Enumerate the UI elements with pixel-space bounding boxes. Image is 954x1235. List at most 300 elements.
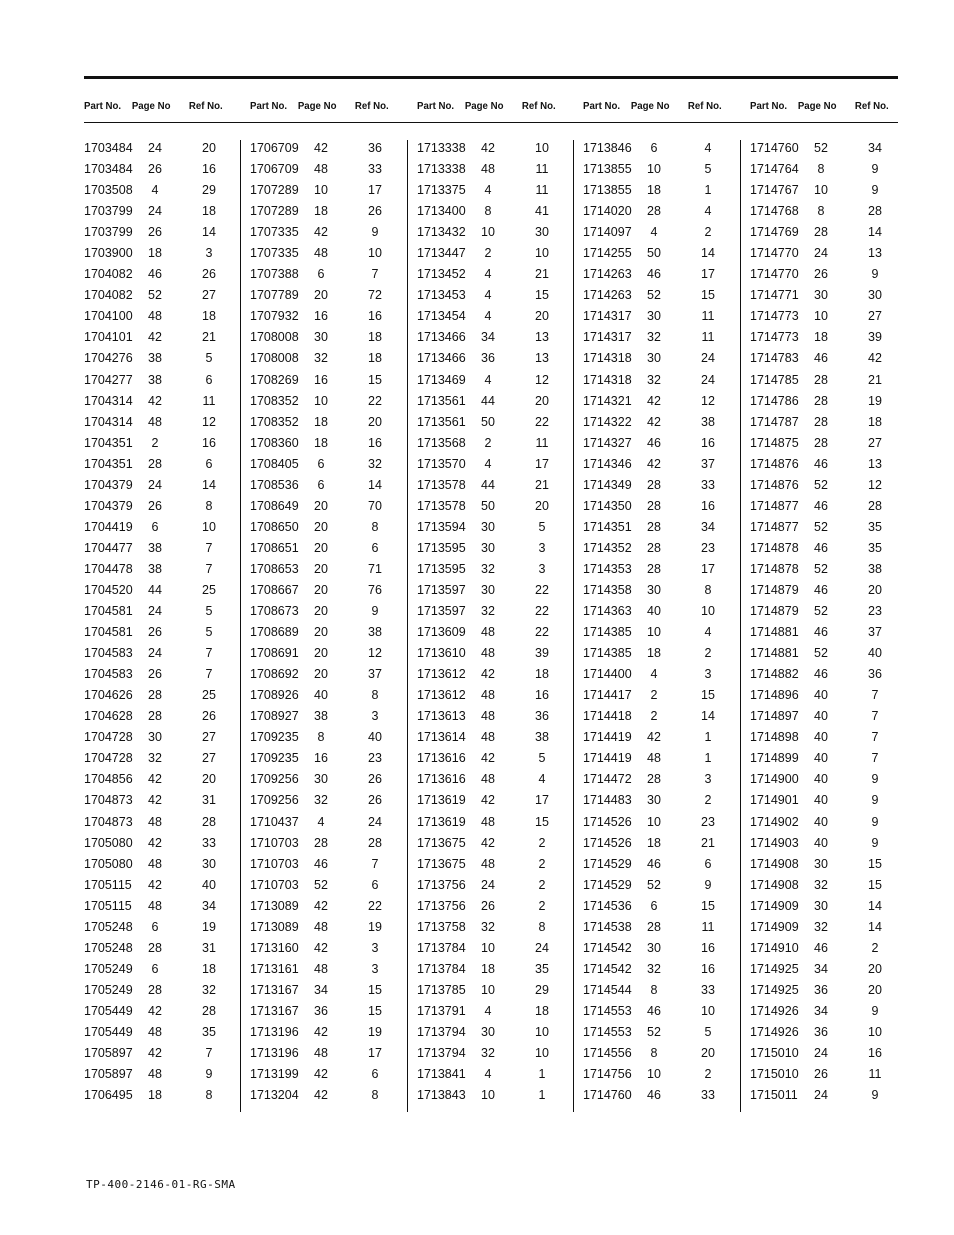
ref-number-cell: 1 bbox=[538, 1088, 546, 1103]
ref-number-cell: 6 bbox=[371, 540, 379, 555]
table-row bbox=[750, 159, 910, 180]
ref-number-cell: 39 bbox=[868, 330, 882, 345]
header-group-5 bbox=[750, 100, 899, 116]
ref-number-cell: 11 bbox=[535, 162, 549, 177]
ref-number-cell: 18 bbox=[368, 351, 382, 366]
table-row bbox=[583, 790, 743, 811]
page-number-cell: 24 bbox=[814, 1088, 828, 1103]
table-row bbox=[84, 790, 244, 811]
page-number-cell: 8 bbox=[484, 204, 492, 219]
part-number-cell: 1705115 bbox=[84, 877, 132, 892]
table-row bbox=[583, 370, 743, 391]
table-row bbox=[250, 285, 410, 306]
table-row bbox=[583, 748, 743, 769]
page-number-cell: 30 bbox=[647, 940, 661, 955]
ref-number-cell: 34 bbox=[701, 519, 715, 534]
page-number-cell: 42 bbox=[314, 141, 328, 155]
table-row bbox=[417, 917, 577, 938]
part-number-cell: 1714878 bbox=[750, 561, 799, 576]
page-number-cell: 26 bbox=[481, 898, 495, 913]
ref-number-cell: 31 bbox=[202, 793, 216, 808]
part-number-cell: 1714317 bbox=[583, 309, 632, 324]
ref-number-cell: 8 bbox=[205, 498, 213, 513]
page-number-cell: 42 bbox=[314, 1067, 328, 1082]
ref-number-cell: 76 bbox=[368, 582, 382, 597]
part-number-cell: 1714881 bbox=[750, 625, 799, 640]
part-number-cell: 1714553 bbox=[583, 1003, 632, 1018]
part-number-cell: 1705897 bbox=[84, 1046, 133, 1061]
part-number-cell: 1713756 bbox=[417, 898, 466, 913]
ref-number-cell: 22 bbox=[535, 414, 549, 429]
ref-number-cell: 39 bbox=[535, 646, 549, 661]
ref-number-cell: 3 bbox=[205, 246, 213, 261]
ref-number-cell: 14 bbox=[701, 709, 715, 724]
table-row bbox=[750, 580, 910, 601]
page-number-cell: 34 bbox=[481, 330, 495, 345]
page-number-cell: 24 bbox=[148, 204, 162, 219]
table-row bbox=[84, 769, 244, 790]
page-number-cell: 20 bbox=[314, 582, 328, 597]
page-number-cell: 28 bbox=[314, 835, 328, 850]
table-row bbox=[583, 769, 743, 790]
page-number-cell: 18 bbox=[148, 246, 162, 261]
part-number-cell: 1714771 bbox=[750, 288, 799, 303]
ref-number-cell: 29 bbox=[535, 982, 549, 997]
table-row bbox=[250, 222, 410, 243]
page-number-cell: 20 bbox=[314, 498, 328, 513]
page-number-cell: 32 bbox=[647, 330, 661, 345]
part-number-cell: 1704873 bbox=[84, 814, 133, 829]
part-number-cell: 1704082 bbox=[84, 288, 133, 303]
part-number-cell: 1713784 bbox=[417, 940, 466, 955]
ref-number-cell: 36 bbox=[535, 709, 549, 724]
page-number-cell: 6 bbox=[650, 898, 658, 913]
part-number-cell: 1713447 bbox=[417, 246, 466, 261]
part-number-cell: 1704728 bbox=[84, 730, 133, 745]
table-row bbox=[750, 706, 910, 727]
table-row bbox=[417, 285, 577, 306]
page-number-cell: 42 bbox=[647, 456, 661, 471]
ref-number-cell: 18 bbox=[202, 204, 216, 219]
ref-number-cell: 16 bbox=[701, 498, 715, 513]
table-row bbox=[84, 917, 244, 938]
page-number-cell: 30 bbox=[647, 582, 661, 597]
ref-number-cell: 7 bbox=[205, 646, 213, 661]
part-number-cell: 1714909 bbox=[750, 919, 799, 934]
part-number-cell: 1714538 bbox=[583, 919, 632, 934]
ref-number-cell: 1 bbox=[704, 751, 712, 766]
table-row bbox=[750, 517, 910, 538]
page-number-cell: 50 bbox=[481, 414, 495, 429]
page-number-cell: 26 bbox=[148, 667, 162, 682]
ref-number-cell: 23 bbox=[868, 604, 882, 619]
page-number-cell: 48 bbox=[481, 772, 495, 787]
part-number-cell: 1705248 bbox=[84, 919, 133, 934]
part-number-cell: 1708653 bbox=[250, 561, 299, 576]
ref-number-cell: 26 bbox=[368, 772, 382, 787]
ref-number-cell: 23 bbox=[368, 751, 382, 766]
ref-number-cell: 7 bbox=[205, 561, 213, 576]
part-number-cell: 1714910 bbox=[750, 940, 799, 955]
table-row bbox=[417, 833, 577, 854]
table-row bbox=[417, 159, 577, 180]
part-number-cell: 1704583 bbox=[84, 646, 133, 661]
page-number-cell: 48 bbox=[148, 1024, 162, 1039]
table-row bbox=[750, 538, 910, 559]
ref-number-cell: 22 bbox=[368, 898, 382, 913]
page-number-cell: 44 bbox=[148, 582, 162, 597]
page-number-cell: 18 bbox=[814, 330, 828, 345]
header-group-2 bbox=[250, 100, 399, 116]
table-row bbox=[250, 769, 410, 790]
page-number-cell: 40 bbox=[814, 751, 828, 766]
table-row bbox=[750, 222, 910, 243]
page-number-cell: 42 bbox=[647, 414, 661, 429]
page-number-cell: 16 bbox=[314, 309, 328, 324]
ref-number-cell: 35 bbox=[868, 519, 882, 534]
table-row bbox=[84, 980, 244, 1001]
table-row bbox=[417, 896, 577, 917]
part-number-cell: 1713454 bbox=[417, 309, 466, 324]
table-row bbox=[250, 1022, 410, 1043]
part-number-cell: 1704100 bbox=[84, 309, 133, 324]
page-number-cell: 48 bbox=[148, 898, 162, 913]
part-number-cell: 1708352 bbox=[250, 393, 299, 408]
table-row bbox=[750, 201, 910, 222]
page-number-cell: 28 bbox=[647, 919, 661, 934]
page-number-cell: 30 bbox=[647, 793, 661, 808]
page-number-cell: 26 bbox=[148, 625, 162, 640]
table-row bbox=[417, 433, 577, 454]
table-row bbox=[583, 517, 743, 538]
page-number-cell: 32 bbox=[148, 751, 162, 766]
page-number-cell: 18 bbox=[647, 646, 661, 661]
part-number-cell: 1714756 bbox=[583, 1067, 632, 1082]
page-number-cell: 30 bbox=[481, 582, 495, 597]
page-number-cell: 30 bbox=[481, 540, 495, 555]
part-number-cell: 1713619 bbox=[417, 814, 466, 829]
table-row bbox=[84, 833, 244, 854]
page-number-cell: 48 bbox=[481, 730, 495, 745]
part-number-cell: 1714350 bbox=[583, 498, 632, 513]
ref-number-cell: 22 bbox=[535, 582, 549, 597]
part-number-cell: 1714526 bbox=[583, 835, 632, 850]
ref-number-cell: 5 bbox=[704, 1024, 712, 1039]
ref-number-cell: 12 bbox=[368, 646, 382, 661]
page-number-cell: 20 bbox=[314, 519, 328, 534]
table-row bbox=[84, 243, 244, 264]
part-number-cell: 1708352 bbox=[250, 414, 299, 429]
ref-number-cell: 9 bbox=[871, 793, 879, 808]
part-number-cell: 1714787 bbox=[750, 414, 799, 429]
header-page-no: Page No bbox=[131, 100, 171, 112]
part-number-cell: 1714926 bbox=[750, 1003, 799, 1018]
ref-number-cell: 15 bbox=[701, 898, 715, 913]
table-row bbox=[750, 433, 910, 454]
table-row bbox=[84, 306, 244, 327]
page-number-cell: 42 bbox=[148, 393, 162, 408]
page-number-cell: 8 bbox=[817, 162, 825, 177]
table-row bbox=[250, 496, 410, 517]
part-number-cell: 1708536 bbox=[250, 477, 299, 492]
ref-number-cell: 10 bbox=[868, 1024, 882, 1039]
table-row bbox=[84, 854, 244, 875]
table-row bbox=[750, 348, 910, 369]
table-row bbox=[750, 727, 910, 748]
ref-number-cell: 9 bbox=[871, 835, 879, 850]
ref-number-cell: 25 bbox=[202, 688, 216, 703]
part-number-cell: 1704581 bbox=[84, 625, 133, 640]
part-number-cell: 1714882 bbox=[750, 667, 799, 682]
part-number-cell: 1707289 bbox=[250, 204, 299, 219]
page-number-cell: 28 bbox=[148, 688, 162, 703]
table-row bbox=[250, 706, 410, 727]
part-number-cell: 1714773 bbox=[750, 330, 799, 345]
part-number-cell: 1714363 bbox=[583, 604, 632, 619]
table-row bbox=[750, 959, 910, 980]
page-number-cell: 20 bbox=[314, 540, 328, 555]
part-number-cell: 1705115 bbox=[84, 898, 132, 913]
ref-number-cell: 27 bbox=[202, 288, 216, 303]
page-number-cell: 44 bbox=[481, 477, 495, 492]
part-number-cell: 1714321 bbox=[583, 393, 632, 408]
table-row bbox=[417, 938, 577, 959]
ref-number-cell: 5 bbox=[205, 604, 213, 619]
table-row bbox=[250, 980, 410, 1001]
part-number-cell: 1713758 bbox=[417, 919, 466, 934]
ref-number-cell: 19 bbox=[202, 919, 216, 934]
part-number-cell: 1714879 bbox=[750, 582, 799, 597]
table-row bbox=[417, 348, 577, 369]
ref-number-cell: 37 bbox=[701, 456, 715, 471]
page-number-cell: 32 bbox=[647, 372, 661, 387]
part-number-cell: 1710703 bbox=[250, 835, 299, 850]
table-row bbox=[750, 790, 910, 811]
ref-number-cell: 11 bbox=[701, 919, 715, 934]
ref-number-cell: 17 bbox=[535, 456, 549, 471]
part-number-cell: 1714878 bbox=[750, 540, 799, 555]
ref-number-cell: 42 bbox=[868, 351, 882, 366]
page-number-cell: 48 bbox=[314, 246, 328, 261]
table-row bbox=[583, 833, 743, 854]
page-number-cell: 18 bbox=[314, 414, 328, 429]
part-number-cell: 1714786 bbox=[750, 393, 799, 408]
table-row bbox=[417, 664, 577, 685]
table-row bbox=[84, 601, 244, 622]
part-number-cell: 1704277 bbox=[84, 372, 133, 387]
table-row bbox=[750, 938, 910, 959]
page-number-cell: 38 bbox=[148, 561, 162, 576]
table-row bbox=[84, 748, 244, 769]
part-number-cell: 1713597 bbox=[417, 604, 466, 619]
page-number-cell: 52 bbox=[814, 141, 828, 155]
page-number-cell: 48 bbox=[647, 751, 661, 766]
part-number-cell: 1704583 bbox=[84, 667, 133, 682]
part-number-cell: 1708691 bbox=[250, 646, 299, 661]
page-number-cell: 10 bbox=[647, 814, 661, 829]
part-number-cell: 1704728 bbox=[84, 751, 133, 766]
part-number-cell: 1704856 bbox=[84, 772, 133, 787]
part-number-cell: 1708269 bbox=[250, 372, 299, 387]
part-number-cell: 1705249 bbox=[84, 961, 133, 976]
page-number-cell: 46 bbox=[814, 625, 828, 640]
ref-number-cell: 27 bbox=[202, 751, 216, 766]
table-row bbox=[583, 875, 743, 896]
table-row bbox=[84, 454, 244, 475]
table-row bbox=[84, 475, 244, 496]
part-number-cell: 1714556 bbox=[583, 1046, 632, 1061]
table-row bbox=[417, 812, 577, 833]
ref-number-cell: 6 bbox=[205, 456, 213, 471]
part-number-cell: 1714877 bbox=[750, 519, 799, 534]
table-row bbox=[417, 727, 577, 748]
page-number-cell: 48 bbox=[148, 856, 162, 871]
page-number-cell: 4 bbox=[317, 814, 325, 829]
header-part-no: Part No. bbox=[583, 100, 621, 112]
part-number-cell: 1713167 bbox=[250, 982, 299, 997]
part-number-cell: 1713609 bbox=[417, 625, 466, 640]
part-number-cell: 1713338 bbox=[417, 162, 466, 177]
page-number-cell: 52 bbox=[647, 877, 661, 892]
part-number-cell: 1708008 bbox=[250, 330, 299, 345]
page-number-cell: 40 bbox=[814, 730, 828, 745]
table-row bbox=[583, 812, 743, 833]
ref-number-cell: 3 bbox=[538, 561, 546, 576]
page-number-cell: 42 bbox=[314, 898, 328, 913]
part-number-cell: 1704314 bbox=[84, 393, 133, 408]
part-number-cell: 1713578 bbox=[417, 498, 466, 513]
ref-number-cell: 2 bbox=[538, 877, 546, 892]
part-number-cell: 1713855 bbox=[583, 183, 632, 198]
part-number-cell: 1714875 bbox=[750, 435, 799, 450]
table-row bbox=[583, 580, 743, 601]
page-number-cell: 42 bbox=[148, 793, 162, 808]
header-group-4 bbox=[583, 100, 732, 116]
table-row bbox=[84, 559, 244, 580]
part-number-cell: 1713568 bbox=[417, 435, 466, 450]
ref-number-cell: 35 bbox=[202, 1024, 216, 1039]
part-number-cell: 1706709 bbox=[250, 162, 299, 177]
table-row bbox=[84, 517, 244, 538]
part-number-cell: 1713616 bbox=[417, 772, 466, 787]
ref-number-cell: 3 bbox=[704, 772, 712, 787]
part-number-cell: 1713794 bbox=[417, 1024, 466, 1039]
page-number-cell: 28 bbox=[148, 709, 162, 724]
page-number-cell: 20 bbox=[314, 288, 328, 303]
part-number-cell: 1704626 bbox=[84, 688, 133, 703]
part-number-cell: 1705897 bbox=[84, 1067, 133, 1082]
ref-number-cell: 27 bbox=[202, 730, 216, 745]
ref-number-cell: 3 bbox=[371, 940, 379, 955]
ref-number-cell: 20 bbox=[202, 141, 216, 155]
page-number-cell: 42 bbox=[481, 667, 495, 682]
ref-number-cell: 9 bbox=[871, 1003, 879, 1018]
table-row bbox=[583, 222, 743, 243]
table-row bbox=[750, 327, 910, 348]
part-number-cell: 1714417 bbox=[583, 688, 632, 703]
ref-number-cell: 4 bbox=[704, 625, 712, 640]
table-row bbox=[417, 790, 577, 811]
page-number-cell: 26 bbox=[814, 1067, 828, 1082]
part-number-cell: 1713613 bbox=[417, 709, 466, 724]
ref-number-cell: 72 bbox=[368, 288, 382, 303]
ref-number-cell: 1 bbox=[704, 183, 712, 198]
part-number-cell: 1704379 bbox=[84, 477, 133, 492]
table-row bbox=[417, 601, 577, 622]
table-row bbox=[417, 580, 577, 601]
ref-number-cell: 71 bbox=[368, 561, 382, 576]
ref-number-cell: 34 bbox=[868, 141, 882, 155]
table-row bbox=[250, 727, 410, 748]
page-number-cell: 32 bbox=[481, 561, 495, 576]
ref-number-cell: 40 bbox=[368, 730, 382, 745]
ref-number-cell: 11 bbox=[701, 309, 715, 324]
table-row bbox=[583, 475, 743, 496]
table-row bbox=[84, 159, 244, 180]
part-number-cell: 1714926 bbox=[750, 1024, 799, 1039]
part-number-cell: 1704581 bbox=[84, 604, 133, 619]
ref-number-cell: 7 bbox=[871, 751, 879, 766]
part-number-cell: 1713089 bbox=[250, 919, 299, 934]
page-number-cell: 42 bbox=[148, 877, 162, 892]
page-number-cell: 48 bbox=[148, 309, 162, 324]
table-row bbox=[84, 180, 244, 201]
ref-number-cell: 10 bbox=[535, 1046, 549, 1061]
page-number-cell: 46 bbox=[148, 267, 162, 282]
part-number-cell: 1704351 bbox=[84, 456, 133, 471]
table-row bbox=[417, 391, 577, 412]
page-number-cell: 4 bbox=[484, 288, 492, 303]
page-number-cell: 24 bbox=[148, 141, 162, 155]
part-number-cell: 1708651 bbox=[250, 540, 299, 555]
ref-number-cell: 14 bbox=[368, 477, 382, 492]
table-row bbox=[583, 285, 743, 306]
ref-number-cell: 28 bbox=[368, 835, 382, 850]
ref-number-cell: 11 bbox=[535, 435, 549, 450]
part-number-cell: 1714318 bbox=[583, 351, 632, 366]
page-number-cell: 2 bbox=[650, 688, 658, 703]
part-number-cell: 1714879 bbox=[750, 604, 799, 619]
page-number-cell: 20 bbox=[314, 561, 328, 576]
table-row bbox=[84, 285, 244, 306]
ref-number-cell: 27 bbox=[868, 435, 882, 450]
part-number-cell: 1713466 bbox=[417, 330, 466, 345]
table-row bbox=[750, 285, 910, 306]
ref-number-cell: 28 bbox=[868, 498, 882, 513]
table-row bbox=[750, 854, 910, 875]
part-number-cell: 1714346 bbox=[583, 456, 632, 471]
table-row bbox=[583, 1001, 743, 1022]
ref-number-cell: 15 bbox=[701, 288, 715, 303]
part-number-cell: 1714020 bbox=[583, 204, 632, 219]
ref-number-cell: 20 bbox=[868, 961, 882, 976]
ref-number-cell: 7 bbox=[871, 709, 879, 724]
ref-number-cell: 18 bbox=[202, 961, 216, 976]
table-row bbox=[750, 391, 910, 412]
ref-number-cell: 15 bbox=[368, 982, 382, 997]
table-row bbox=[84, 1022, 244, 1043]
table-row bbox=[417, 327, 577, 348]
part-number-cell: 1714349 bbox=[583, 477, 632, 492]
table-row bbox=[583, 327, 743, 348]
page-number-cell: 48 bbox=[481, 162, 495, 177]
ref-number-cell: 10 bbox=[368, 246, 382, 261]
page-number-cell: 42 bbox=[314, 225, 328, 240]
page-number-cell: 20 bbox=[314, 625, 328, 640]
page-number-cell: 4 bbox=[484, 267, 492, 282]
page-number-cell: 4 bbox=[650, 225, 658, 240]
ref-number-cell: 10 bbox=[202, 519, 216, 534]
